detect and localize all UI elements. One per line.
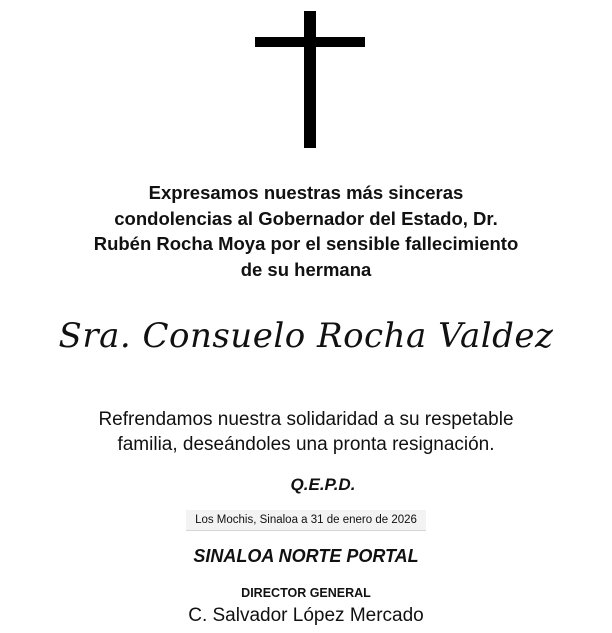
dateline: Los Mochis, Sinaloa a 31 de enero de 2026	[186, 510, 426, 531]
solidarity-line: Refrendamos nuestra solidaridad a su respetable	[98, 409, 514, 430]
organization-name: SINALOA NORTE PORTAL	[193, 546, 419, 566]
director-title: DIRECTOR GENERAL	[241, 586, 371, 600]
cross-icon	[0, 0, 612, 150]
director-name: C. Salvador López Mercado	[188, 605, 424, 626]
cross-horizontal-bar	[255, 37, 365, 47]
condolence-line: Rubén Rocha Moya por el sensible fallecimiento	[93, 233, 519, 254]
condolence-line: de su hermana	[240, 258, 372, 280]
solidarity-message	[40, 407, 572, 457]
solidarity-line: familia, deseándoles una pronta resignación.	[117, 434, 495, 455]
condolence-message	[40, 180, 572, 282]
deceased-name: Sra. Consuelo Rocha Valdez	[58, 316, 554, 356]
cross-vertical-bar	[304, 11, 316, 148]
condolence-line: Expresamos nuestras más sinceras	[148, 182, 464, 203]
qepd-text: Q.E.P.D.	[290, 475, 356, 494]
condolence-line: condolencias al Gobernador del Estado, Dr.	[114, 207, 498, 229]
